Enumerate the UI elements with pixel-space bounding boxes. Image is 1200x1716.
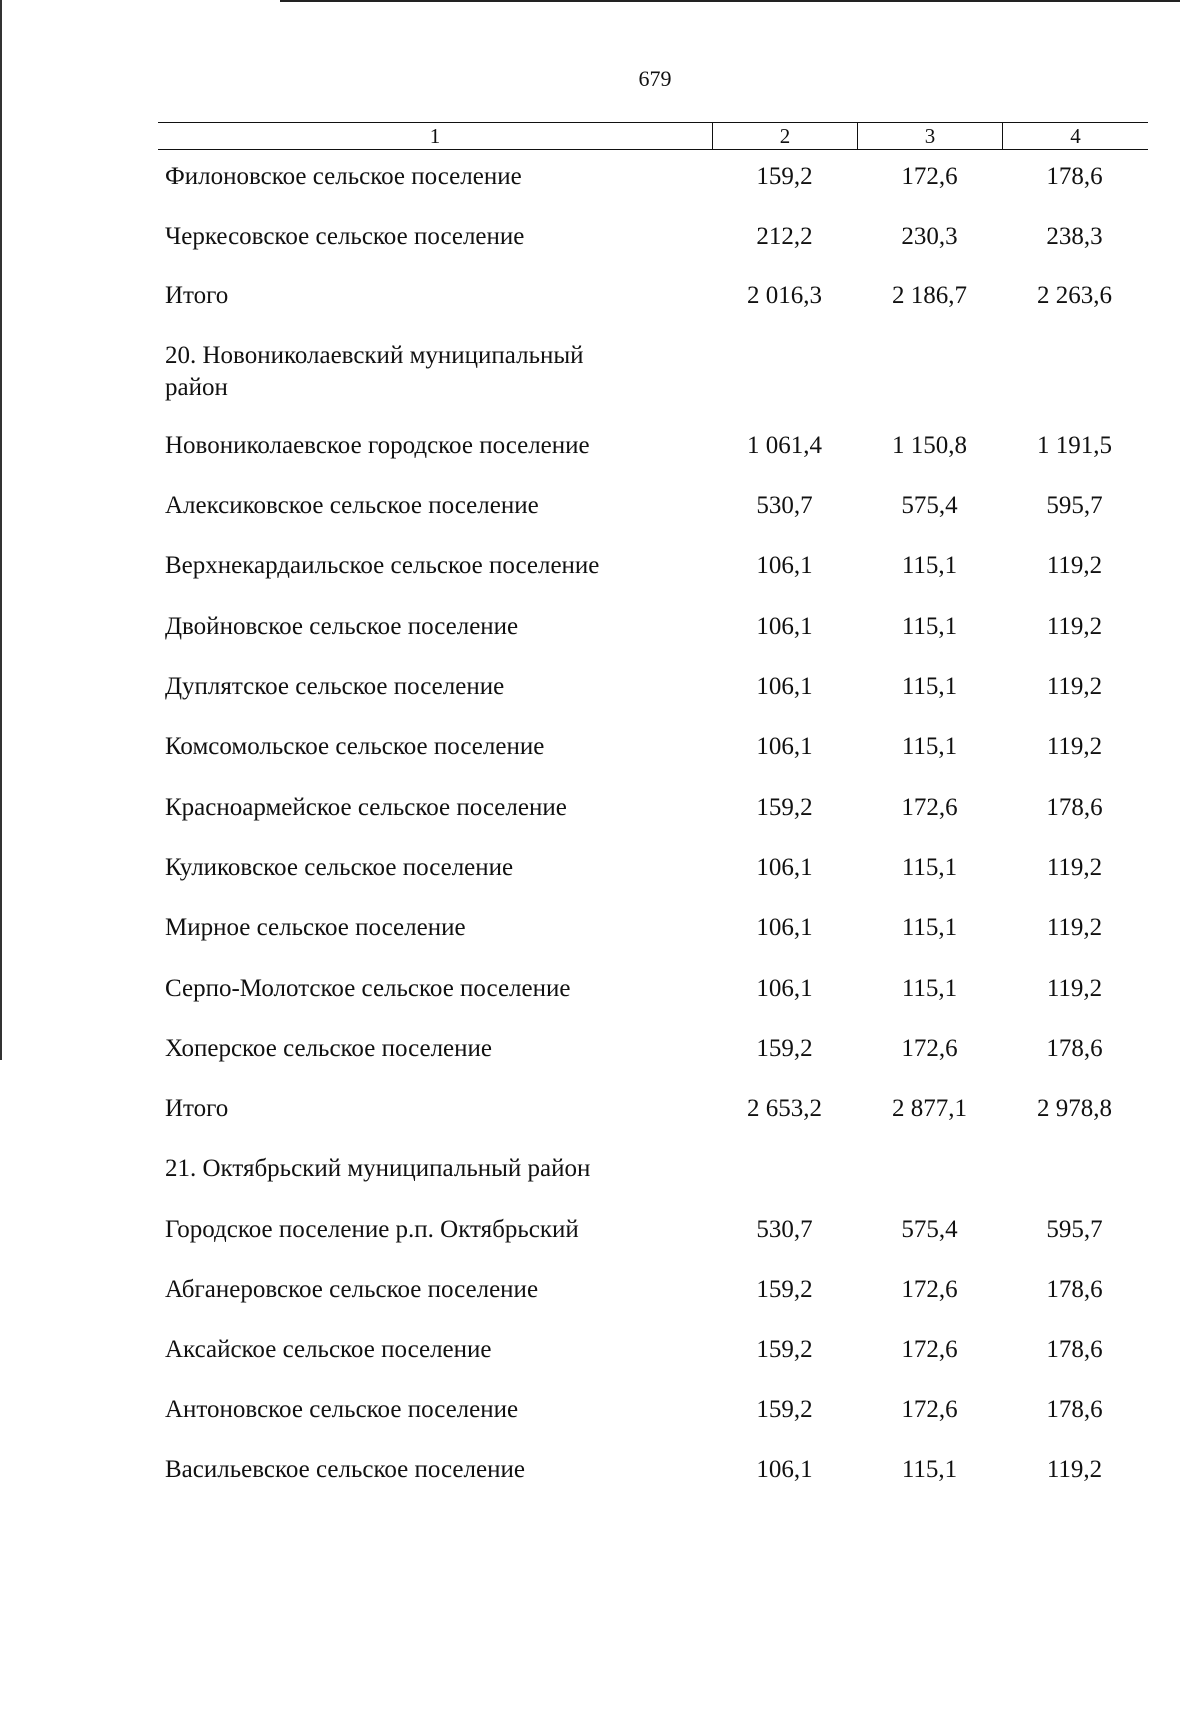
row-value-col3: 115,1 <box>901 673 958 700</box>
row-value-col2: 159,2 <box>756 1336 813 1363</box>
row-value-col2: 106,1 <box>756 613 813 640</box>
row-value-col3: 172,6 <box>901 1035 958 1062</box>
row-name: Итого <box>165 1095 229 1122</box>
row-value-col3: 115,1 <box>901 1456 958 1483</box>
row-value-col2: 106,1 <box>756 975 813 1002</box>
row-value-col2: 159,2 <box>756 163 813 190</box>
row-value-col3: 172,6 <box>901 163 958 190</box>
column-header-3: 3 <box>858 123 1003 149</box>
row-value-col4: 178,6 <box>1046 794 1103 821</box>
row-value-col4: 2 263,6 <box>1037 282 1112 309</box>
row-value-col3: 115,1 <box>901 854 958 881</box>
row-value-col2: 159,2 <box>756 794 813 821</box>
row-value-col3: 230,3 <box>901 223 958 250</box>
row-value-col3: 2 877,1 <box>892 1095 967 1122</box>
row-value-col4: 178,6 <box>1046 163 1103 190</box>
row-name: Комсомольское сельское поселение <box>165 733 545 760</box>
row-value-col3: 115,1 <box>901 914 958 941</box>
row-name: Двойновское сельское поселение <box>165 613 519 640</box>
row-value-col2: 106,1 <box>756 673 813 700</box>
row-value-col2: 106,1 <box>756 552 813 579</box>
row-value-col4: 178,6 <box>1046 1396 1103 1423</box>
row-value-col4: 119,2 <box>1046 613 1103 640</box>
row-value-col4: 595,7 <box>1046 492 1103 519</box>
row-value-col4: 2 978,8 <box>1037 1095 1112 1122</box>
row-value-col3: 575,4 <box>901 492 958 519</box>
row-value-col3: 172,6 <box>901 794 958 821</box>
row-value-col2: 106,1 <box>756 1456 813 1483</box>
row-value-col3: 575,4 <box>901 1216 958 1243</box>
row-value-col2: 106,1 <box>756 733 813 760</box>
row-name: Серпо-Молотское сельское поселение <box>165 975 571 1002</box>
row-name: Алексиковское сельское поселение <box>165 492 539 519</box>
row-name: Мирное сельское поселение <box>165 914 466 941</box>
row-value-col4: 1 191,5 <box>1037 432 1112 459</box>
row-name: Дуплятское сельское поселение <box>165 673 505 700</box>
row-value-col2: 159,2 <box>756 1035 813 1062</box>
row-name: Городское поселение р.п. Октябрьский <box>165 1216 579 1243</box>
row-value-col4: 178,6 <box>1046 1035 1103 1062</box>
row-name: Абганеровское сельское поселение <box>165 1276 539 1303</box>
row-value-col2: 530,7 <box>756 1216 813 1243</box>
row-value-col4: 178,6 <box>1046 1336 1103 1363</box>
row-value-col3: 115,1 <box>901 733 958 760</box>
column-header-4: 4 <box>1070 123 1081 148</box>
row-name: 20. Новониколаевский муниципальный район <box>165 342 584 401</box>
row-value-col4: 119,2 <box>1046 854 1103 881</box>
row-value-col4: 119,2 <box>1046 1456 1103 1483</box>
row-value-col3: 172,6 <box>901 1336 958 1363</box>
page-number: 679 <box>638 66 672 91</box>
row-value-col4: 178,6 <box>1046 1276 1103 1303</box>
row-name: Хоперское сельское поселение <box>165 1035 493 1062</box>
row-value-col2: 2 016,3 <box>747 282 822 309</box>
row-value-col2: 106,1 <box>756 854 813 881</box>
row-value-col4: 238,3 <box>1046 223 1103 250</box>
row-value-col3: 115,1 <box>901 613 958 640</box>
row-name: Куликовское сельское поселение <box>165 854 514 881</box>
column-header-1: 1 <box>158 123 713 149</box>
row-value-col2: 530,7 <box>756 492 813 519</box>
row-value-col3: 2 186,7 <box>892 282 967 309</box>
row-value-col2: 106,1 <box>756 914 813 941</box>
row-value-col2: 159,2 <box>756 1396 813 1423</box>
row-value-col3: 172,6 <box>901 1276 958 1303</box>
row-name: Верхнекардаильское сельское поселение <box>165 552 600 579</box>
row-value-col2: 212,2 <box>756 223 813 250</box>
row-name: Итого <box>165 282 229 309</box>
row-value-col3: 115,1 <box>901 552 958 579</box>
row-name: Красноармейское сельское поселение <box>165 794 567 821</box>
row-value-col2: 159,2 <box>756 1276 813 1303</box>
row-value-col4: 119,2 <box>1046 673 1103 700</box>
row-value-col3: 1 150,8 <box>892 432 967 459</box>
row-value-col3: 172,6 <box>901 1396 958 1423</box>
row-name: Васильевское сельское поселение <box>165 1456 525 1483</box>
row-name: Антоновское сельское поселение <box>165 1396 519 1423</box>
row-value-col2: 2 653,2 <box>747 1095 822 1122</box>
row-name: Черкесовское сельское поселение <box>165 223 525 250</box>
row-value-col4: 119,2 <box>1046 914 1103 941</box>
column-header-2: 2 <box>713 123 858 149</box>
row-value-col3: 115,1 <box>901 975 958 1002</box>
row-name: Аксайское сельское поселение <box>165 1336 492 1363</box>
row-name: 21. Октябрьский муниципальный район <box>165 1155 591 1182</box>
row-value-col4: 119,2 <box>1046 733 1103 760</box>
row-name: Новониколаевское городское поселение <box>165 432 590 459</box>
row-value-col2: 1 061,4 <box>747 432 822 459</box>
row-value-col4: 119,2 <box>1046 552 1103 579</box>
row-value-col4: 595,7 <box>1046 1216 1103 1243</box>
row-name: Филоновское сельское поселение <box>165 163 522 190</box>
row-value-col4: 119,2 <box>1046 975 1103 1002</box>
